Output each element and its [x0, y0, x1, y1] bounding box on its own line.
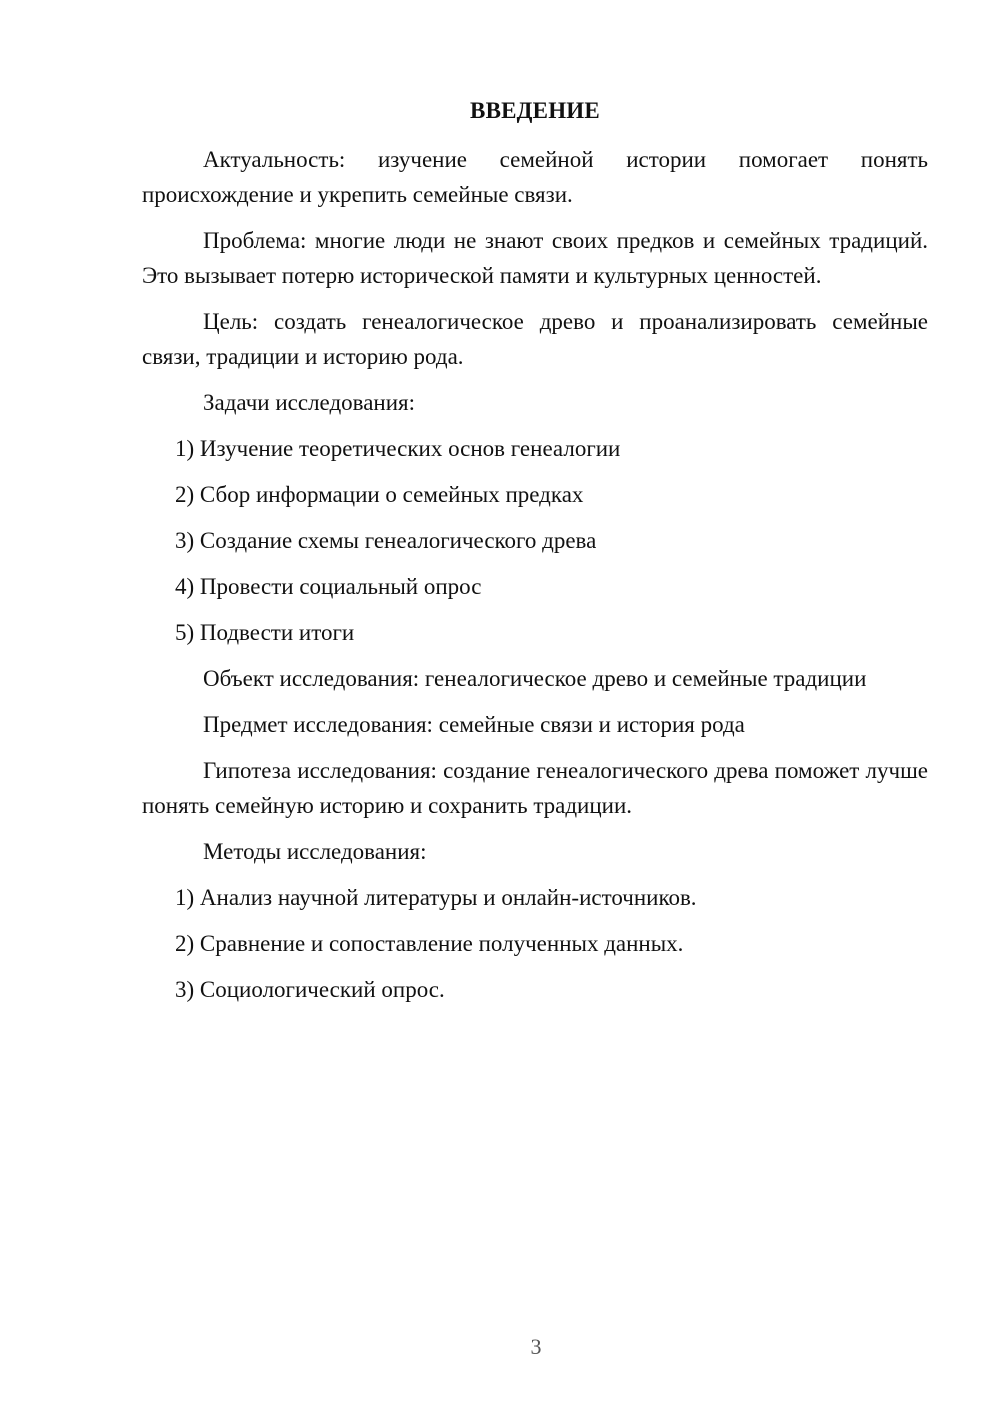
- method-item-1: 1) Анализ научной литературы и онлайн-источников.: [175, 885, 697, 910]
- paragraph-object: Объект исследования: генеалогическое древо и семейные традиции: [203, 666, 867, 691]
- paragraph-hypothesis: Гипотеза исследования: создание генеалогического древа поможет лучше понять семейную историю и сохранить традиции.: [142, 758, 928, 818]
- section-title: ВВЕДЕНИЕ: [470, 98, 600, 123]
- tasks-heading: Задачи исследования:: [203, 390, 416, 415]
- paragraph-problem: Проблема: многие люди не знают своих предков и семейных традиций. Это вызывает потерю исторической памяти и культурных ценностей.: [142, 228, 928, 288]
- method-item-3: 3) Социологический опрос.: [175, 977, 445, 1002]
- page-number: 3: [530, 1334, 542, 1359]
- task-item-4: 4) Провести социальный опрос: [175, 574, 482, 599]
- task-item-2: 2) Сбор информации о семейных предках: [175, 482, 584, 507]
- task-item-5: 5) Подвести итоги: [175, 620, 355, 645]
- task-item-3: 3) Создание схемы генеалогического древа: [175, 528, 597, 553]
- task-item-1: 1) Изучение теоретических основ генеалогии: [175, 436, 621, 461]
- method-item-2: 2) Сравнение и сопоставление полученных данных.: [175, 931, 684, 956]
- document-content: [142, 94, 928, 1018]
- methods-heading: Методы исследования:: [203, 839, 427, 864]
- paragraph-subject: Предмет исследования: семейные связи и история рода: [203, 712, 745, 737]
- paragraph-relevance: Актуальность: изучение семейной истории помогает понять происхождение и укрепить семейные связи.: [142, 147, 928, 207]
- paragraph-goal: Цель: создать генеалогическое древо и проанализировать семейные связи, традиции и историю рода.: [142, 309, 928, 369]
